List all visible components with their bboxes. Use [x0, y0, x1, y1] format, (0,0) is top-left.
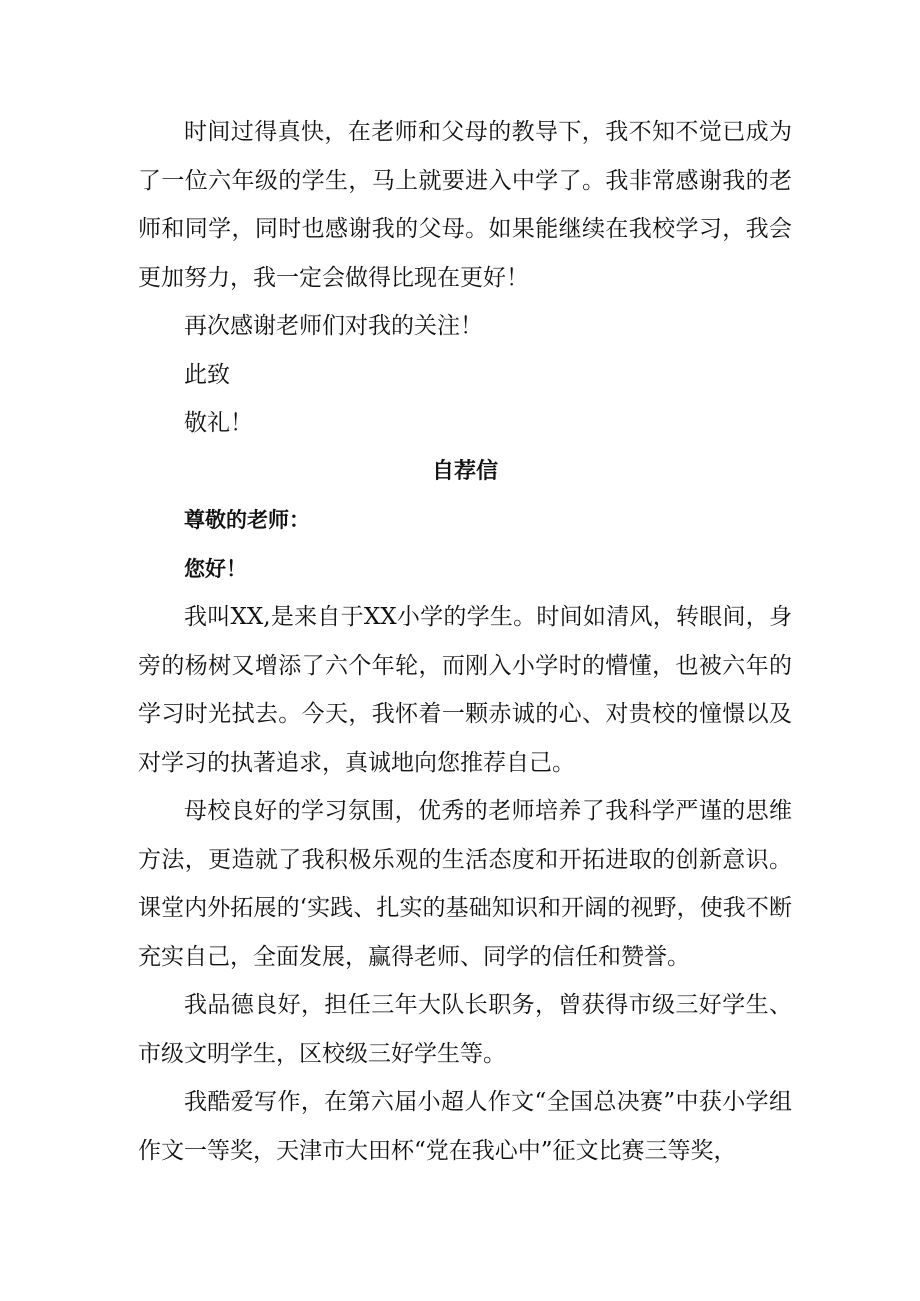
- letter2-paragraph-4: 我酷爱写作，在第六届小超人作文“全国总决赛”中获小学组作文一等奖，天津市大田杯“党在我心中”征文比赛三等奖，: [138, 1089, 792, 1164]
- document-body: [138, 108, 792, 1175]
- letter2-paragraph-2: 母校良好的学习氛围，优秀的老师培养了我科学严谨的思维方法，更造就了我积极乐观的生活态度和开拓进取的创新意识。课堂内外拓展的‘实践、扎实的基础知识和开阔的视野，使我不断充实自己，全面发展，赢得老师、同学的信任和赞誉。: [138, 798, 792, 970]
- letter1-closing-1: 此致: [184, 361, 230, 388]
- letter2-paragraph-3: 我品德良好，担任三年大队长职务，曾获得市级三好学生、市级文明学生，区校级三好学生等。: [138, 992, 792, 1067]
- letter1-paragraph-1: 时间过得真快，在老师和父母的教导下，我不知不觉已成为了一位六年级的学生，马上就要进入中学了。我非常感谢我的老师和同学，同时也感谢我的父母。如果能继续在我校学习，我会更加努力，我一定会做得比现在更好！: [138, 119, 792, 291]
- letter1-closing-2: 敬礼！: [184, 410, 253, 436]
- letter2-title: 自荐信: [431, 458, 498, 484]
- letter2-salutation: 尊敬的老师：: [184, 508, 310, 532]
- letter1-paragraph-2: 再次感谢老师们对我的关注！: [184, 313, 483, 339]
- letter2-greeting: 您好！: [184, 556, 247, 581]
- letter2-paragraph-1: 我叫XX,是来自于XX小学的学生。时间如清风，转眼间，身旁的杨树又增添了六个年轮，而刚入小学时的懵懂，也被六年的学习时光拭去。今天，我怀着一颗赤诚的心、对贵校的憧憬以及对学习的执著追求，真诚地向您推荐自己。: [138, 604, 792, 776]
